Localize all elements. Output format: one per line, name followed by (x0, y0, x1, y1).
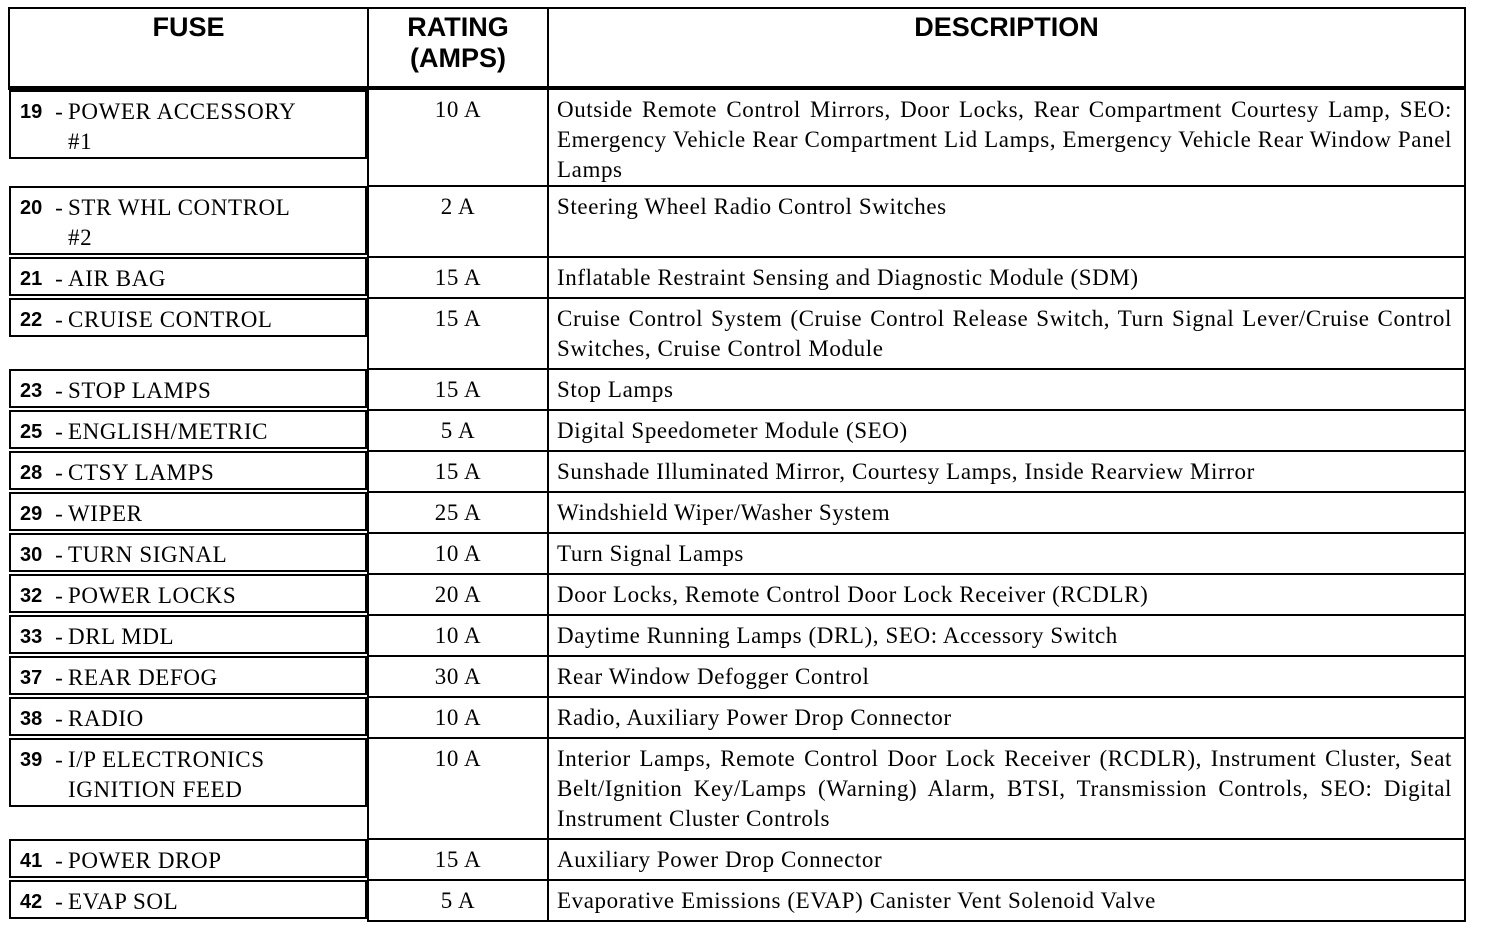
table-header-row (9, 8, 1465, 88)
table-row (9, 697, 1465, 738)
table-row (9, 880, 1465, 921)
fuse-number: 37 (20, 667, 43, 689)
fuse-separator: - (55, 195, 63, 220)
rating-cell: 15 A (368, 257, 548, 298)
fuse-cell (9, 90, 367, 159)
fuse-cell (9, 451, 367, 490)
rating-cell: 10 A (368, 533, 548, 574)
fuse-name: TURN SIGNAL (68, 542, 228, 567)
fuse-separator: - (55, 747, 63, 772)
rating-cell: 10 A (368, 738, 548, 839)
table-row (9, 492, 1465, 533)
table-row (9, 656, 1465, 697)
header-description: DESCRIPTION (548, 8, 1465, 88)
rating-cell: 20 A (368, 574, 548, 615)
description-cell: Outside Remote Control Mirrors, Door Locks, Rear Compartment Courtesy Lamp, SEO: Emergency Vehicle Rear Compartment Lid Lamps, Emergency Vehicle Rear Window Panel Lamps (548, 88, 1465, 186)
table-row (9, 839, 1465, 880)
rating-cell: 10 A (368, 88, 548, 186)
fuse-number: 30 (20, 544, 43, 566)
fuse-table (8, 7, 1466, 922)
fuse-name: STOP LAMPS (68, 378, 212, 403)
fuse-number: 29 (20, 503, 43, 525)
table-row (9, 410, 1465, 451)
fuse-number: 28 (20, 462, 43, 484)
fuse-separator: - (55, 501, 63, 526)
rating-cell: 5 A (368, 880, 548, 921)
fuse-separator: - (55, 266, 63, 291)
fuse-number: 22 (20, 309, 43, 331)
rating-cell: 30 A (368, 656, 548, 697)
fuse-number: 25 (20, 421, 43, 443)
fuse-number: 20 (20, 197, 43, 219)
description-cell: Digital Speedometer Module (SEO) (548, 410, 1465, 451)
fuse-separator: - (55, 378, 63, 403)
description-cell: Radio, Auxiliary Power Drop Connector (548, 697, 1465, 738)
fuse-cell (9, 186, 367, 255)
table-row (9, 574, 1465, 615)
rating-cell: 15 A (368, 298, 548, 369)
fuse-number: 42 (20, 891, 43, 913)
fuse-name: POWER ACCESSORY #1 (68, 99, 297, 154)
header-fuse: FUSE (9, 8, 368, 88)
fuse-number: 41 (20, 850, 43, 872)
table-row (9, 533, 1465, 574)
fuse-cell (9, 738, 367, 807)
fuse-separator: - (55, 665, 63, 690)
fuse-cell (9, 369, 367, 408)
fuse-name: EVAP SOL (68, 889, 179, 914)
fuse-cell (9, 697, 367, 736)
fuse-cell (9, 492, 367, 531)
fuse-number: 38 (20, 708, 43, 730)
fuse-name: WIPER (68, 501, 143, 526)
table-row (9, 738, 1465, 839)
description-cell: Daytime Running Lamps (DRL), SEO: Accessory Switch (548, 615, 1465, 656)
fuse-separator: - (55, 706, 63, 731)
fuse-cell (9, 839, 367, 878)
fuse-separator: - (55, 889, 63, 914)
rating-cell: 10 A (368, 615, 548, 656)
fuse-name: I/P ELECTRONICS IGNITION FEED (68, 747, 265, 802)
fuse-cell (9, 298, 367, 337)
fuse-cell (9, 615, 367, 654)
fuse-name: ENGLISH/METRIC (68, 419, 269, 444)
rating-cell: 25 A (368, 492, 548, 533)
fuse-cell (9, 410, 367, 449)
fuse-separator: - (55, 624, 63, 649)
table-row (9, 615, 1465, 656)
table-body (9, 88, 1465, 921)
fuse-name: STR WHL CONTROL #2 (68, 195, 291, 250)
description-cell: Interior Lamps, Remote Control Door Lock Receiver (RCDLR), Instrument Cluster, Seat Belt/Ignition Key/Lamps (Warning) Alarm, BTSI, Transmission Controls, SEO: Digital Instrument Cluster Controls (548, 738, 1465, 839)
fuse-number: 19 (20, 101, 43, 123)
description-cell: Inflatable Restraint Sensing and Diagnostic Module (SDM) (548, 257, 1465, 298)
description-cell: Evaporative Emissions (EVAP) Canister Vent Solenoid Valve (548, 880, 1465, 921)
description-cell: Turn Signal Lamps (548, 533, 1465, 574)
description-cell: Auxiliary Power Drop Connector (548, 839, 1465, 880)
fuse-separator: - (55, 583, 63, 608)
rating-cell: 15 A (368, 369, 548, 410)
fuse-number: 39 (20, 749, 43, 771)
fuse-name: POWER DROP (68, 848, 222, 873)
fuse-cell (9, 656, 367, 695)
fuse-name: POWER LOCKS (68, 583, 237, 608)
fuse-name: AIR BAG (68, 266, 167, 291)
description-cell: Steering Wheel Radio Control Switches (548, 186, 1465, 257)
rating-cell: 5 A (368, 410, 548, 451)
fuse-cell (9, 533, 367, 572)
header-rating: RATING (AMPS) (368, 8, 548, 88)
fuse-number: 33 (20, 626, 43, 648)
fuse-number: 23 (20, 380, 43, 402)
fuse-cell (9, 880, 367, 919)
fuse-number: 21 (20, 268, 43, 290)
fuse-number: 32 (20, 585, 43, 607)
rating-cell: 15 A (368, 839, 548, 880)
description-cell: Windshield Wiper/Washer System (548, 492, 1465, 533)
table-row (9, 369, 1465, 410)
fuse-name: DRL MDL (68, 624, 175, 649)
fuse-separator: - (55, 307, 63, 332)
table-row (9, 257, 1465, 298)
fuse-name: REAR DEFOG (68, 665, 218, 690)
description-cell: Rear Window Defogger Control (548, 656, 1465, 697)
fuse-separator: - (55, 99, 63, 124)
fuse-name: RADIO (68, 706, 144, 731)
rating-cell: 15 A (368, 451, 548, 492)
description-cell: Stop Lamps (548, 369, 1465, 410)
description-cell: Door Locks, Remote Control Door Lock Receiver (RCDLR) (548, 574, 1465, 615)
table-row (9, 88, 1465, 186)
fuse-cell (9, 257, 367, 296)
fuse-name: CRUISE CONTROL (68, 307, 273, 332)
fuse-cell (9, 574, 367, 613)
rating-cell: 10 A (368, 697, 548, 738)
table-row (9, 186, 1465, 257)
fuse-separator: - (55, 460, 63, 485)
table-row (9, 298, 1465, 369)
description-cell: Sunshade Illuminated Mirror, Courtesy Lamps, Inside Rearview Mirror (548, 451, 1465, 492)
fuse-separator: - (55, 542, 63, 567)
table-row (9, 451, 1465, 492)
fuse-separator: - (55, 848, 63, 873)
fuse-separator: - (55, 419, 63, 444)
description-cell: Cruise Control System (Cruise Control Release Switch, Turn Signal Lever/Cruise Control Switches, Cruise Control Module (548, 298, 1465, 369)
fuse-name: CTSY LAMPS (68, 460, 215, 485)
rating-cell: 2 A (368, 186, 548, 257)
